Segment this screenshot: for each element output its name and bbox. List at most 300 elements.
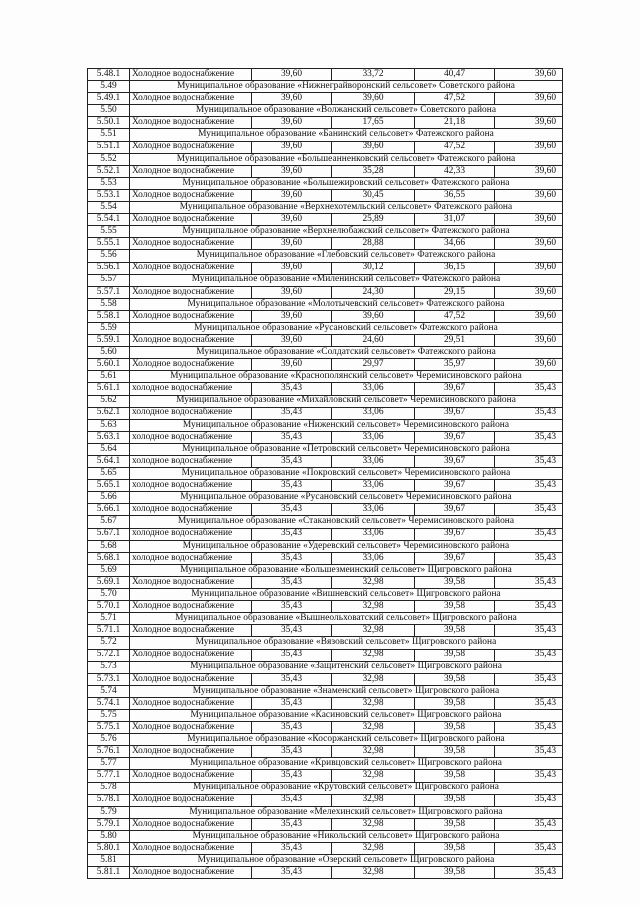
tariff-value-3: 39,67 <box>415 456 495 468</box>
row-number: 5.72.1 <box>88 649 130 661</box>
tariff-value-1: 39,60 <box>252 238 332 250</box>
municipality-name: Муниципальное образование «Защитенский сельсовет» Щигровского района <box>130 661 563 673</box>
row-number: 5.57 <box>88 274 130 286</box>
municipality-row <box>88 274 563 286</box>
municipality-name: Муниципальное образование «Никольский сельсовет» Щигровского района <box>130 830 563 842</box>
tariff-value-4: 35,43 <box>495 431 563 443</box>
municipality-name: Муниципальное образование «Нижнеграйворонский сельсовет» Советского района <box>130 81 563 93</box>
row-number: 5.61 <box>88 371 130 383</box>
municipality-row <box>88 298 563 310</box>
service-row <box>88 576 563 588</box>
service-row <box>88 93 563 105</box>
municipality-name: Муниципальное образование «Касиновский сельсовет» Щигровского района <box>130 709 563 721</box>
tariff-value-3: 39,67 <box>415 407 495 419</box>
row-number: 5.77.1 <box>88 770 130 782</box>
row-number: 5.49.1 <box>88 93 130 105</box>
tariff-value-3: 39,58 <box>415 843 495 855</box>
row-number: 5.64 <box>88 443 130 455</box>
row-number: 5.56 <box>88 250 130 262</box>
tariff-value-1: 35,43 <box>252 818 332 830</box>
tariff-value-4: 39,60 <box>495 214 563 226</box>
row-number: 5.48.1 <box>88 69 130 81</box>
service-name: Холодное водоснабжение <box>130 770 252 782</box>
tariff-value-3: 42,33 <box>415 165 495 177</box>
tariff-value-2: 32,98 <box>332 576 415 588</box>
row-number: 5.63 <box>88 419 130 431</box>
tariff-value-1: 39,60 <box>252 69 332 81</box>
tariff-value-1: 35,43 <box>252 794 332 806</box>
row-number: 5.70.1 <box>88 601 130 613</box>
tariff-value-2: 35,28 <box>332 165 415 177</box>
row-number: 5.60 <box>88 347 130 359</box>
municipality-row <box>88 226 563 238</box>
tariff-value-3: 21,18 <box>415 117 495 129</box>
municipality-name: Муниципальное образование «Верхнелюбажский сельсовет» Фатежского района <box>130 226 563 238</box>
row-number: 5.54.1 <box>88 214 130 226</box>
tariff-value-2: 33,06 <box>332 456 415 468</box>
municipality-name: Муниципальное образование «Большежировский сельсовет» Фатежского района <box>130 177 563 189</box>
tariff-value-4: 35,43 <box>495 722 563 734</box>
row-number: 5.77 <box>88 758 130 770</box>
tariff-value-1: 35,43 <box>252 576 332 588</box>
municipality-name: Муниципальное образование «Русановский сельсовет» Фатежского района <box>130 322 563 334</box>
tariff-value-2: 28,88 <box>332 238 415 250</box>
row-number: 5.54 <box>88 202 130 214</box>
tariff-value-1: 35,43 <box>252 528 332 540</box>
tariff-value-1: 39,60 <box>252 214 332 226</box>
tariff-value-4: 35,43 <box>495 552 563 564</box>
service-row <box>88 165 563 177</box>
row-number: 5.73.1 <box>88 673 130 685</box>
tariff-value-4: 39,60 <box>495 117 563 129</box>
row-number: 5.59.1 <box>88 335 130 347</box>
municipality-row <box>88 250 563 262</box>
tariff-value-1: 39,60 <box>252 165 332 177</box>
service-name: Холодное водоснабжение <box>130 625 252 637</box>
municipality-row <box>88 371 563 383</box>
municipality-name: Муниципальное образование «Верхнехотемльский сельсовет» Фатежского района <box>130 202 563 214</box>
tariff-value-4: 35,43 <box>495 794 563 806</box>
row-number: 5.78.1 <box>88 794 130 806</box>
tariff-value-3: 39,58 <box>415 722 495 734</box>
municipality-row <box>88 685 563 697</box>
row-number: 5.80 <box>88 830 130 842</box>
tariff-value-2: 32,98 <box>332 867 415 879</box>
tariff-table-body <box>88 69 563 879</box>
service-row <box>88 770 563 782</box>
tariff-value-2: 17,65 <box>332 117 415 129</box>
municipality-name: Муниципальное образование «Косоржанский сельсовет» Щигровского района <box>130 734 563 746</box>
municipality-name: Муниципальное образование «Миленинский сельсовет» Фатежского района <box>130 274 563 286</box>
row-number: 5.78 <box>88 782 130 794</box>
municipality-name: Муниципальное образование «Вязовский сельсовет» Щигровского района <box>130 637 563 649</box>
tariff-value-1: 35,43 <box>252 722 332 734</box>
row-number: 5.67.1 <box>88 528 130 540</box>
tariff-value-4: 35,43 <box>495 601 563 613</box>
service-row <box>88 214 563 226</box>
tariff-value-1: 35,43 <box>252 601 332 613</box>
municipality-row <box>88 830 563 842</box>
service-row <box>88 141 563 153</box>
tariff-value-4: 35,43 <box>495 649 563 661</box>
tariff-value-3: 39,58 <box>415 818 495 830</box>
tariff-value-4: 39,60 <box>495 310 563 322</box>
tariff-value-4: 35,43 <box>495 625 563 637</box>
tariff-value-1: 35,43 <box>252 697 332 709</box>
service-name: холодное водоснабжение <box>130 383 252 395</box>
tariff-value-4: 35,43 <box>495 576 563 588</box>
tariff-value-2: 39,60 <box>332 93 415 105</box>
service-row <box>88 552 563 564</box>
municipality-name: Муниципальное образование «Банинский сельсовет» Фатежского района <box>130 129 563 141</box>
service-name: Холодное водоснабжение <box>130 722 252 734</box>
tariff-value-1: 35,43 <box>252 383 332 395</box>
row-number: 5.51.1 <box>88 141 130 153</box>
service-name: холодное водоснабжение <box>130 480 252 492</box>
service-name: Холодное водоснабжение <box>130 843 252 855</box>
tariff-value-1: 35,43 <box>252 673 332 685</box>
service-name: Холодное водоснабжение <box>130 262 252 274</box>
tariff-value-4: 35,43 <box>495 383 563 395</box>
municipality-row <box>88 153 563 165</box>
tariff-value-4: 39,60 <box>495 262 563 274</box>
tariff-value-1: 35,43 <box>252 480 332 492</box>
tariff-value-2: 32,98 <box>332 746 415 758</box>
service-row <box>88 262 563 274</box>
service-row <box>88 310 563 322</box>
tariff-value-4: 35,43 <box>495 746 563 758</box>
tariff-value-1: 35,43 <box>252 552 332 564</box>
row-number: 5.75.1 <box>88 722 130 734</box>
tariff-value-1: 39,60 <box>252 141 332 153</box>
tariff-value-3: 39,58 <box>415 697 495 709</box>
service-name: холодное водоснабжение <box>130 528 252 540</box>
row-number: 5.65 <box>88 468 130 480</box>
row-number: 5.57.1 <box>88 286 130 298</box>
row-number: 5.74.1 <box>88 697 130 709</box>
tariff-value-1: 35,43 <box>252 625 332 637</box>
tariff-value-4: 35,43 <box>495 407 563 419</box>
tariff-value-3: 39,58 <box>415 576 495 588</box>
service-row <box>88 649 563 661</box>
tariff-value-4: 35,43 <box>495 480 563 492</box>
municipality-row <box>88 758 563 770</box>
row-number: 5.64.1 <box>88 456 130 468</box>
tariff-value-4: 35,43 <box>495 697 563 709</box>
row-number: 5.81 <box>88 855 130 867</box>
service-row <box>88 504 563 516</box>
tariff-value-3: 36,15 <box>415 262 495 274</box>
row-number: 5.56.1 <box>88 262 130 274</box>
tariff-value-3: 39,58 <box>415 867 495 879</box>
service-name: Холодное водоснабжение <box>130 649 252 661</box>
service-row <box>88 69 563 81</box>
municipality-name: Муниципальное образование «Покровский сельсовет» Черемисиновского района <box>130 468 563 480</box>
municipality-row <box>88 395 563 407</box>
tariff-value-4: 39,60 <box>495 165 563 177</box>
row-number: 5.55 <box>88 226 130 238</box>
tariff-value-1: 39,60 <box>252 262 332 274</box>
tariff-value-1: 35,43 <box>252 456 332 468</box>
row-number: 5.68 <box>88 540 130 552</box>
row-number: 5.67 <box>88 516 130 528</box>
municipality-row <box>88 419 563 431</box>
row-number: 5.75 <box>88 709 130 721</box>
tariff-value-4: 39,60 <box>495 141 563 153</box>
tariff-value-3: 36,55 <box>415 189 495 201</box>
tariff-value-4: 35,43 <box>495 528 563 540</box>
service-row <box>88 189 563 201</box>
tariff-value-4: 35,43 <box>495 867 563 879</box>
service-name: холодное водоснабжение <box>130 456 252 468</box>
municipality-name: Муниципальное образование «Солдатский сельсовет» Фатежского района <box>130 347 563 359</box>
row-number: 5.51 <box>88 129 130 141</box>
service-row <box>88 794 563 806</box>
municipality-name: Муниципальное образование «Волжанский сельсовет» Советского района <box>130 105 563 117</box>
tariff-value-2: 33,06 <box>332 552 415 564</box>
tariff-value-4: 39,60 <box>495 69 563 81</box>
row-number: 5.53 <box>88 177 130 189</box>
service-name: Холодное водоснабжение <box>130 359 252 371</box>
service-name: Холодное водоснабжение <box>130 818 252 830</box>
municipality-row <box>88 105 563 117</box>
tariff-value-4: 35,43 <box>495 504 563 516</box>
tariff-value-1: 39,60 <box>252 286 332 298</box>
row-number: 5.61.1 <box>88 383 130 395</box>
service-row <box>88 480 563 492</box>
service-name: Холодное водоснабжение <box>130 141 252 153</box>
service-name: Холодное водоснабжение <box>130 165 252 177</box>
municipality-row <box>88 564 563 576</box>
row-number: 5.59 <box>88 322 130 334</box>
tariff-value-2: 32,98 <box>332 673 415 685</box>
tariff-value-3: 39,58 <box>415 601 495 613</box>
municipality-name: Муниципальное образование «Знаменский сельсовет» Щигровского района <box>130 685 563 697</box>
tariff-value-1: 39,60 <box>252 310 332 322</box>
row-number: 5.81.1 <box>88 867 130 879</box>
service-name: холодное водоснабжение <box>130 431 252 443</box>
service-name: Холодное водоснабжение <box>130 117 252 129</box>
tariff-value-3: 39,58 <box>415 794 495 806</box>
municipality-row <box>88 855 563 867</box>
tariff-value-3: 39,67 <box>415 383 495 395</box>
municipality-row <box>88 492 563 504</box>
tariff-value-3: 31,07 <box>415 214 495 226</box>
tariff-value-2: 25,89 <box>332 214 415 226</box>
tariff-value-2: 29,97 <box>332 359 415 371</box>
service-row <box>88 746 563 758</box>
tariff-table <box>87 68 563 879</box>
service-row <box>88 625 563 637</box>
tariff-value-3: 35,97 <box>415 359 495 371</box>
service-name: Холодное водоснабжение <box>130 697 252 709</box>
municipality-row <box>88 322 563 334</box>
tariff-value-2: 33,06 <box>332 431 415 443</box>
row-number: 5.68.1 <box>88 552 130 564</box>
tariff-value-2: 39,60 <box>332 141 415 153</box>
municipality-row <box>88 347 563 359</box>
tariff-value-2: 30,45 <box>332 189 415 201</box>
municipality-name: Муниципальное образование «Удеревский сельсовет» Черемисиновского района <box>130 540 563 552</box>
service-name: Холодное водоснабжение <box>130 214 252 226</box>
municipality-row <box>88 709 563 721</box>
service-name: Холодное водоснабжение <box>130 746 252 758</box>
municipality-row <box>88 540 563 552</box>
service-row <box>88 673 563 685</box>
service-row <box>88 286 563 298</box>
row-number: 5.49 <box>88 81 130 93</box>
row-number: 5.63.1 <box>88 431 130 443</box>
municipality-name: Муниципальное образование «Глебовский сельсовет» Фатежского района <box>130 250 563 262</box>
tariff-value-2: 33,72 <box>332 69 415 81</box>
tariff-value-4: 39,60 <box>495 359 563 371</box>
municipality-name: Муниципальное образование «Вишневский сельсовет» Щигровского района <box>130 589 563 601</box>
tariff-value-2: 32,98 <box>332 625 415 637</box>
tariff-value-4: 39,60 <box>495 238 563 250</box>
row-number: 5.50 <box>88 105 130 117</box>
row-number: 5.53.1 <box>88 189 130 201</box>
service-row <box>88 843 563 855</box>
service-row <box>88 456 563 468</box>
tariff-value-1: 39,60 <box>252 117 332 129</box>
municipality-row <box>88 81 563 93</box>
tariff-value-2: 24,30 <box>332 286 415 298</box>
municipality-row <box>88 734 563 746</box>
municipality-row <box>88 177 563 189</box>
row-number: 5.71 <box>88 613 130 625</box>
row-number: 5.76 <box>88 734 130 746</box>
tariff-value-1: 35,43 <box>252 649 332 661</box>
row-number: 5.60.1 <box>88 359 130 371</box>
service-name: Холодное водоснабжение <box>130 238 252 250</box>
municipality-name: Муниципальное образование «Михайловский сельсовет» Черемисиновского района <box>130 395 563 407</box>
tariff-value-2: 33,06 <box>332 407 415 419</box>
row-number: 5.65.1 <box>88 480 130 492</box>
municipality-row <box>88 637 563 649</box>
municipality-name: Муниципальное образование «Стакановский сельсовет» Черемисиновского района <box>130 516 563 528</box>
tariff-value-2: 32,98 <box>332 818 415 830</box>
tariff-value-2: 32,98 <box>332 794 415 806</box>
tariff-value-3: 39,67 <box>415 528 495 540</box>
service-name: холодное водоснабжение <box>130 552 252 564</box>
tariff-value-3: 39,58 <box>415 746 495 758</box>
tariff-value-2: 33,06 <box>332 480 415 492</box>
service-row <box>88 722 563 734</box>
tariff-value-1: 39,60 <box>252 189 332 201</box>
tariff-value-2: 33,06 <box>332 528 415 540</box>
row-number: 5.72 <box>88 637 130 649</box>
tariff-value-4: 39,60 <box>495 335 563 347</box>
row-number: 5.79 <box>88 806 130 818</box>
row-number: 5.71.1 <box>88 625 130 637</box>
service-name: Холодное водоснабжение <box>130 69 252 81</box>
row-number: 5.69.1 <box>88 576 130 588</box>
tariff-value-3: 39,58 <box>415 649 495 661</box>
tariff-value-3: 39,67 <box>415 552 495 564</box>
tariff-value-3: 39,67 <box>415 480 495 492</box>
service-name: холодное водоснабжение <box>130 504 252 516</box>
tariff-value-3: 40,47 <box>415 69 495 81</box>
municipality-name: Муниципальное образование «Мелехинский сельсовет» Щигровского района <box>130 806 563 818</box>
service-name: Холодное водоснабжение <box>130 576 252 588</box>
row-number: 5.73 <box>88 661 130 673</box>
municipality-row <box>88 443 563 455</box>
service-name: Холодное водоснабжение <box>130 601 252 613</box>
service-name: Холодное водоснабжение <box>130 673 252 685</box>
municipality-row <box>88 661 563 673</box>
tariff-value-1: 39,60 <box>252 359 332 371</box>
service-name: Холодное водоснабжение <box>130 286 252 298</box>
tariff-value-2: 32,98 <box>332 843 415 855</box>
tariff-value-4: 35,43 <box>495 843 563 855</box>
row-number: 5.70 <box>88 589 130 601</box>
tariff-value-1: 39,60 <box>252 335 332 347</box>
row-number: 5.80.1 <box>88 843 130 855</box>
municipality-name: Муниципальное образование «Большеанненковский сельсовет» Фатежского района <box>130 153 563 165</box>
municipality-row <box>88 129 563 141</box>
tariff-value-2: 33,06 <box>332 504 415 516</box>
municipality-name: Муниципальное образование «Молотычевский сельсовет» Фатежского района <box>130 298 563 310</box>
tariff-value-2: 32,98 <box>332 697 415 709</box>
tariff-value-1: 35,43 <box>252 746 332 758</box>
municipality-name: Муниципальное образование «Ниженский сельсовет» Черемисиновского района <box>130 419 563 431</box>
municipality-row <box>88 589 563 601</box>
tariff-value-3: 47,52 <box>415 141 495 153</box>
municipality-name: Муниципальное образование «Вышнеольховатский сельсовет» Щигровского района <box>130 613 563 625</box>
service-row <box>88 867 563 879</box>
tariff-value-4: 39,60 <box>495 93 563 105</box>
municipality-name: Муниципальное образование «Кривцовский сельсовет» Щигровского района <box>130 758 563 770</box>
municipality-row <box>88 468 563 480</box>
tariff-value-2: 32,98 <box>332 649 415 661</box>
municipality-name: Муниципальное образование «Большезмеинский сельсовет» Щигровского района <box>130 564 563 576</box>
service-row <box>88 601 563 613</box>
row-number: 5.66 <box>88 492 130 504</box>
municipality-row <box>88 806 563 818</box>
tariff-value-1: 35,43 <box>252 407 332 419</box>
row-number: 5.55.1 <box>88 238 130 250</box>
row-number: 5.74 <box>88 685 130 697</box>
service-row <box>88 528 563 540</box>
tariff-value-1: 35,43 <box>252 431 332 443</box>
tariff-value-4: 35,43 <box>495 456 563 468</box>
tariff-value-3: 39,67 <box>415 431 495 443</box>
service-row <box>88 407 563 419</box>
service-row <box>88 335 563 347</box>
service-name: Холодное водоснабжение <box>130 189 252 201</box>
tariff-value-2: 30,12 <box>332 262 415 274</box>
tariff-value-3: 39,58 <box>415 625 495 637</box>
service-row <box>88 431 563 443</box>
row-number: 5.50.1 <box>88 117 130 129</box>
row-number: 5.69 <box>88 564 130 576</box>
tariff-value-3: 47,52 <box>415 93 495 105</box>
tariff-value-4: 35,43 <box>495 673 563 685</box>
tariff-value-3: 39,67 <box>415 504 495 516</box>
tariff-value-1: 35,43 <box>252 843 332 855</box>
service-name: Холодное водоснабжение <box>130 93 252 105</box>
row-number: 5.52 <box>88 153 130 165</box>
row-number: 5.79.1 <box>88 818 130 830</box>
service-name: Холодное водоснабжение <box>130 794 252 806</box>
service-row <box>88 818 563 830</box>
tariff-value-3: 47,52 <box>415 310 495 322</box>
tariff-value-3: 29,51 <box>415 335 495 347</box>
tariff-value-3: 39,58 <box>415 770 495 782</box>
service-row <box>88 359 563 371</box>
tariff-value-2: 32,98 <box>332 722 415 734</box>
tariff-value-4: 35,43 <box>495 770 563 782</box>
